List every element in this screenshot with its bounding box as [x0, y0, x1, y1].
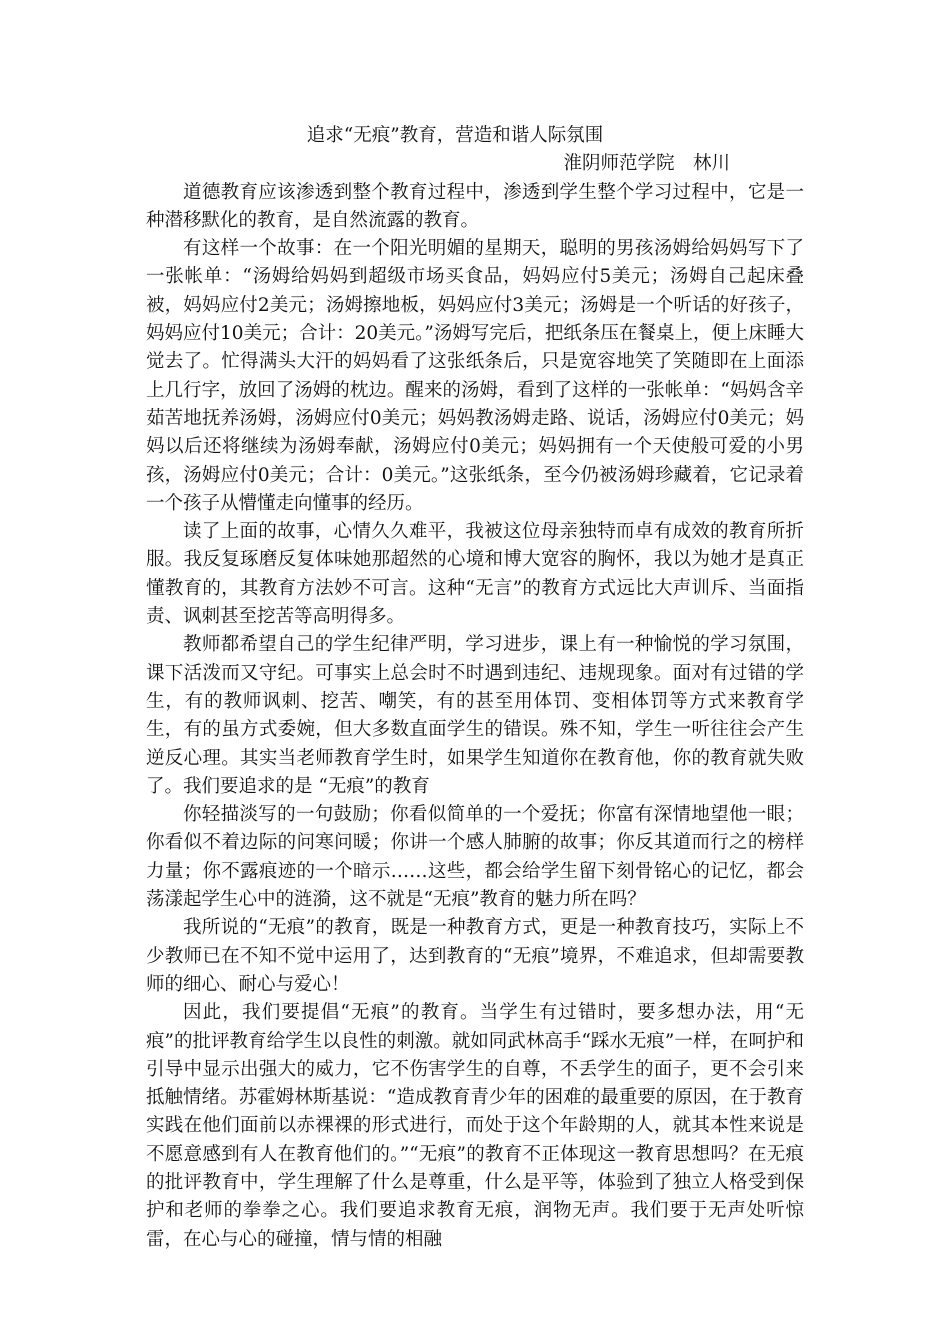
paragraph-teachers: 教师都希望自己的学生纪律严明，学习进步，课上有一种愉悦的学习氛围，课下活泼而又守纪。可事实上总会时不时遇到违纪、违规现象。面对有过错的学生，有的教师讽刺、挖苦、嘲笑，有的甚至用体罚、变相体罚等方式来教育学生，有的虽方式委婉，但大多数直面学生的错误。殊不知，学生一听往往会产生逆反心理。其实当老师教育学生时，如果学生知道你在教育他，你的教育就失败了。我们要追求的是 “无痕”的教育: [146, 634, 804, 797]
paragraph-methods: 你轻描淡写的一句鼓励；你看似简单的一个爱抚；你富有深情地望他一眼；你看似不着边际的问寒问暖；你讲一个感人肺腑的故事；你反其道而行之的榜样力量；你不露痕迹的一个暗示……这些，都会给学生留下刻骨铭心的记忆，都会荡漾起学生心中的涟漪，这不就是“无痕”教育的魅力所在吗？: [146, 804, 804, 911]
paragraph-intro: 道德教育应该渗透到整个教育过程中，渗透到学生整个学习过程中，它是一种潜移默化的教育，是自然流露的教育。: [146, 181, 804, 231]
author-byline: 淮阴师范学院 林川: [563, 153, 730, 175]
paragraph-definition: 我所说的“无痕”的教育，既是一种教育方式，更是一种教育技巧，实际上不少教师已在不知不觉中运用了，达到教育的“无痕”境界，不难追求，但却需要教师的细心、耐心与爱心！: [146, 917, 804, 995]
paragraph-reflection: 读了上面的故事，心情久久难平，我被这位母亲独特而卓有成效的教育所折服。我反复琢磨反复体味她那超然的心境和博大宽容的胸怀，我以为她才是真正懂教育的，其教育方法妙不可言。这种“无言”的教育方式远比大声训斥、当面指责、讽刺甚至挖苦等高明得多。: [146, 521, 804, 628]
document-body: [146, 122, 804, 1254]
paragraph-story: 有这样一个故事：在一个阳光明媚的星期天，聪明的男孩汤姆给妈妈写下了一张帐单：“汤姆给妈妈到超级市场买食品，妈妈应付5美元；汤姆自己起床叠被，妈妈应付2美元；汤姆擦地板，妈妈应付3美元；汤姆是一个听话的好孩子，妈妈应付10美元；合计：20美元。”汤姆写完后，把纸条压在餐桌上，便上床睡大觉去了。忙得满头大汗的妈妈看了这张纸条后，只是宽容地笑了笑随即在上面添上几行字，放回了汤姆的枕边。醒来的汤姆，看到了这样的一张帐单：“妈妈含辛茹苦地抚养汤姆，汤姆应付0美元；妈妈教汤姆走路、说话，汤姆应付0美元；妈妈以后还将继续为汤姆奉献，汤姆应付0美元；妈妈拥有一个天使般可爱的小男孩，汤姆应付0美元；合计：0美元。”这张纸条，至今仍被汤姆珍藏着，它记录着一个孩子从懵懂走向懂事的经历。: [146, 238, 804, 514]
paragraph-conclusion: 因此，我们要提倡“无痕”的教育。当学生有过错时，要多想办法，用“无痕”的批评教育给学生以良性的刺激。就如同武林高手“踩水无痕”一样，在呵护和引导中显示出强大的威力，它不伤害学生的自尊，不丢学生的面子，更不会引来抵触情绪。苏霍姆林斯基说：“造成教育青少年的困难的最重要的原因，在于教育实践在他们面前以赤裸裸的形式进行，而处于这个年龄期的人，就其本性来说是不愿意感到有人在教育他们的。”“无痕”的教育不正体现这一教育思想吗？在无痕的批评教育中，学生理解了什么是尊重，什么是平等，体验到了独立人格受到保护和老师的拳拳之心。我们要追求教育无痕，润物无声。我们要于无声处听惊雷，在心与心的碰撞，情与情的相融: [146, 1002, 804, 1250]
document-title: 追求“无痕”教育，营造和谐人际氛围: [306, 125, 604, 146]
